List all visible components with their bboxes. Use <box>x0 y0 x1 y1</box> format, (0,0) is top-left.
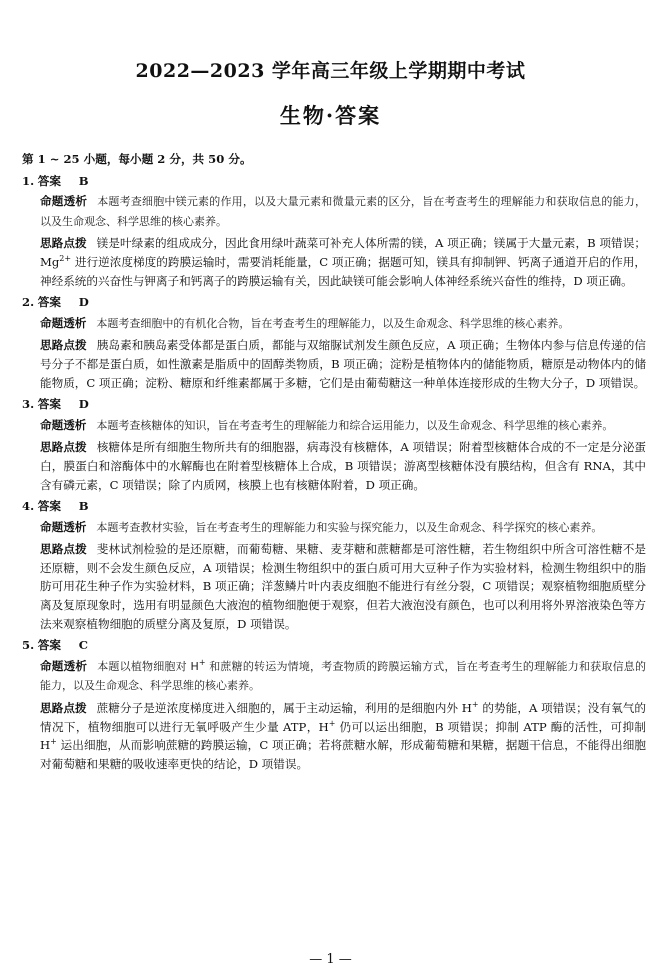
page-title: 2022—2023 学年高三年级上学期期中考试 <box>135 60 526 82</box>
analysis-paragraph: 命题透析 本题考查细胞中的有机化合物，旨在考查考生的理解能力，以及生命观念、科学思维的核心素养。 <box>40 315 570 330</box>
answer-value: D <box>78 295 89 310</box>
answer-label: 答案 <box>37 397 61 412</box>
analysis-paragraph: 命题透析 本题考查核糖体的知识，旨在考查考生的理解能力和综合运用能力，以及生命观念、科学思维的核心素养。 <box>40 417 614 432</box>
answer-value: D <box>78 397 89 412</box>
answer-label: 答案 <box>37 638 61 653</box>
question-header: 2. 答案 D <box>22 295 89 310</box>
section-intro: 第 1 ~ 25 小题，每小题 2 分，共 50 分。 <box>22 152 252 166</box>
question-2 <box>22 293 646 392</box>
question-header: 5. 答案 C <box>22 638 88 653</box>
analysis-paragraph: 命题透析 本题考查细胞中镁元素的作用，以及大量元素和微量元素的区分，旨在考查考生的理解能力和获取信息的能力，以及生命观念、科学思维的核心素养。 <box>40 194 646 228</box>
analysis-paragraph: 命题透析 本题考查教材实验，旨在考查考生的理解能力和实验与探究能力，以及生命观念、科学探究的核心素养。 <box>40 519 603 534</box>
question-header: 1. 答案 B <box>22 173 89 188</box>
answer-value: C <box>78 638 88 653</box>
hint-paragraph: 思路点拨 核糖体是所有细胞生物所共有的细胞器，病毒没有核糖体，A 项错误；附着型核糖体合成的不一定是分泌蛋白，膜蛋白和溶酶体中的水解酶也在附着型核糖体上合成，B 项错误；游离型核糖体没有膜结构，但含有 RNA，其中含有磷元素，C 项错误；除了内质网，核膜上也有核糖体附着，D 项正确。 <box>40 440 646 492</box>
answer-content <box>22 150 646 776</box>
question-5 <box>22 636 646 773</box>
question-1 <box>22 172 646 291</box>
hint-paragraph: 思路点拨 斐林试剂检验的是还原糖，而葡萄糖、果糖、麦芽糖和蔗糖都是可溶性糖，若生物组织中所含可溶性糖不是还原糖，则不会发生颜色反应，A 项错误；检测生物组织中的蛋白质可用大豆种子作为实验材料，检测生物组织中的脂肪可用花生种子作为实验材料，B 项正确；洋葱鳞片叶内表皮细胞不能进行有丝分裂，C 项错误；观察植物细胞质壁分离及复原现象时，选用有明显颜色大液泡的植物细胞便于观察，但若大液泡没有颜色，也可以利用将外界溶液染色等方法来观察植物细胞的质壁分离及复原，D 项错误。 <box>40 542 646 631</box>
hint-paragraph: 思路点拨 镁是叶绿素的组成成分，因此食用绿叶蔬菜可补充人体所需的镁，A 项正确；镁属于大量元素，B 项错误；$Mg^{2+}$ 进行逆浓度梯度的跨膜运输时，需要消耗能量，C 项正确；据题可知，镁具有抑制钾、钙离子通道开启的作用，神经系统的兴奋性与钾离子和钙离子的跨膜运输有关，因此缺镁可能会影响人体神经系统兴奋性的维持，D 项正确。 <box>40 236 646 288</box>
answer-value: B <box>78 499 89 514</box>
page-number: — 1 — <box>309 952 352 967</box>
analysis-paragraph: 命题透析 本题以植物细胞对 H+ 和蔗糖的转运为情境，考查物质的跨膜运输方式，旨在考查考生的理解能力和获取信息的能力，以及生命观念、科学思维的核心素养。 <box>40 657 646 693</box>
hint-paragraph: 思路点拨 胰岛素和胰岛素受体都是蛋白质，都能与双缩脲试剂发生颜色反应，A 项正确；生物体内参与信息传递的信号分子不都是蛋白质，如性激素是脂质中的固醇类物质，B 项正确；淀粉是植物体内的储能物质，糖原是动物体内的储能物质，C 项正确；淀粉、糖原和纤维素都属于多糖，它们是由葡萄糖这一种单体连接形成的生物大分子，D 项错误。 <box>40 338 646 390</box>
question-4 <box>22 497 646 633</box>
answer-label: 答案 <box>37 499 61 514</box>
page-subtitle: 生物·答案 <box>279 103 382 128</box>
answer-value: B <box>78 173 89 188</box>
answer-label: 答案 <box>37 295 61 310</box>
answer-label: 答案 <box>37 173 61 188</box>
question-3 <box>22 395 646 494</box>
question-header: 4. 答案 B <box>22 499 89 514</box>
hint-paragraph: 思路点拨 蔗糖分子是逆浓度梯度进入细胞的，属于主动运输，利用的是细胞内外 H+ 的势能，A 项错误；没有氧气的情况下，植物细胞可以进行无氧呼吸产生少量 ATP，H+ 仍可以运出细胞，B 项错误；抑制 ATP 酶的活性，可抑制 H+ 运出细胞，从而影响蔗糖的跨膜运输，C 项正确；若将蔗糖水解，形成葡萄糖和果糖，据题干信息，不能得出细胞对葡萄糖和果糖的吸收速率更快的结论，D 项错误。 <box>40 700 646 771</box>
question-header: 3. 答案 D <box>22 397 89 412</box>
